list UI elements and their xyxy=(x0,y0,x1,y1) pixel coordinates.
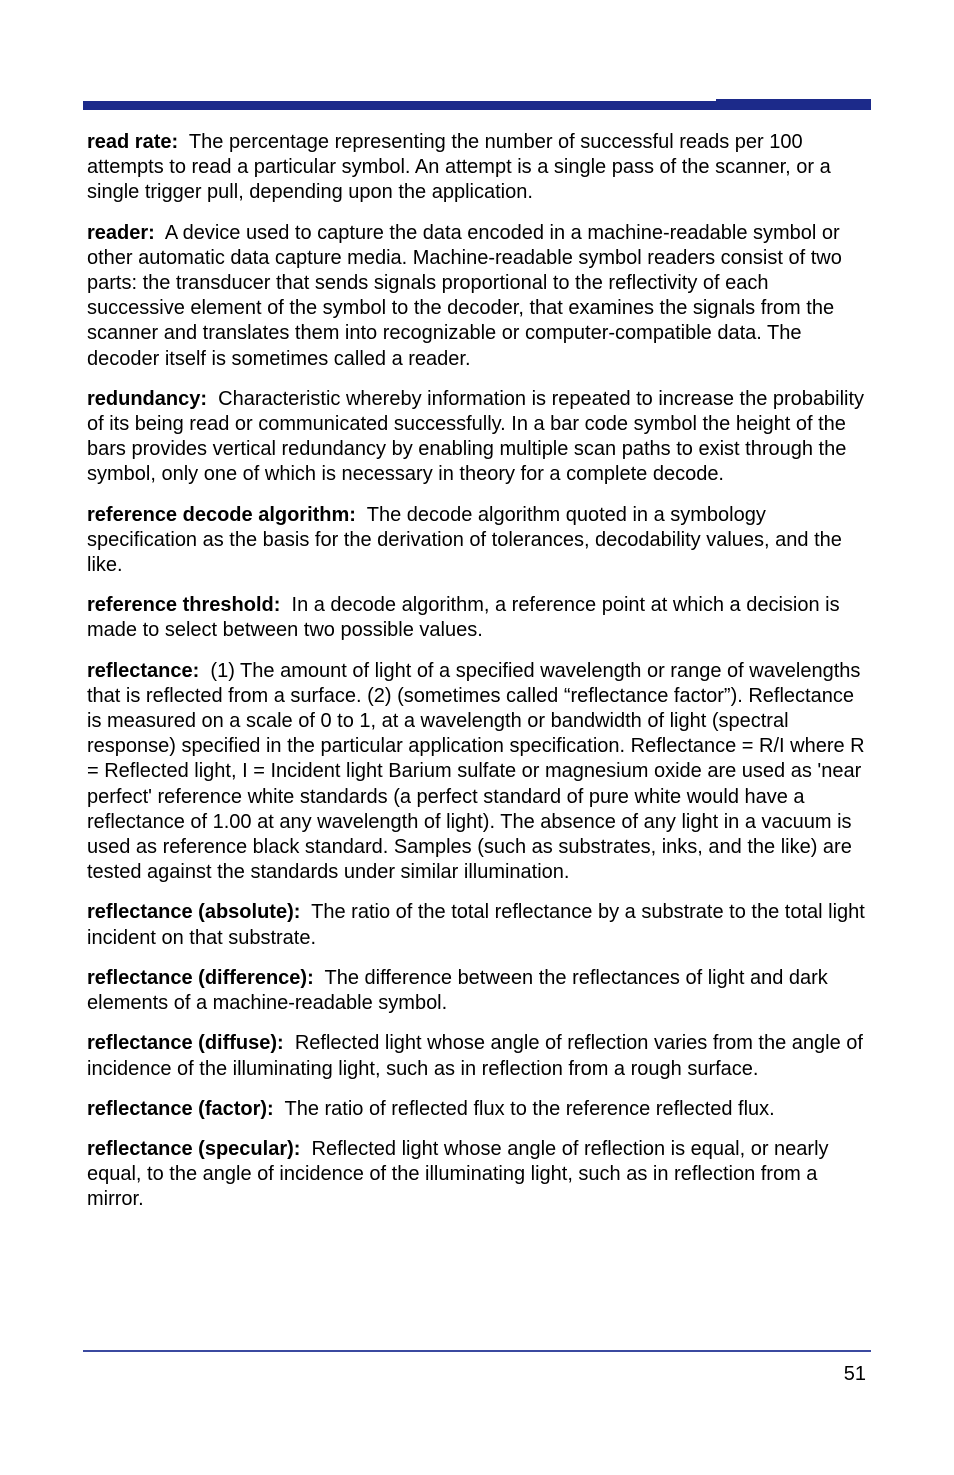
glossary-entry xyxy=(87,1137,871,1213)
glossary-entry xyxy=(87,387,871,488)
glossary-entry xyxy=(87,900,871,950)
footer-rule xyxy=(83,1350,871,1352)
glossary-term: reference decode algorithm: xyxy=(87,503,356,526)
glossary-definition: Characteristic whereby information is repeated to increase the probability of its being read or communicated successfully. In a bar code symbol the height of the bars provides vertical redundancy by enabling multiple scan paths to exist through the symbol, only one of which is necessary in theory for a complete decode. xyxy=(87,387,865,486)
glossary-term: reference threshold: xyxy=(87,594,281,617)
glossary-definition: The difference between the reflectances of light and dark elements of a machine-readable symbol. xyxy=(87,966,828,1015)
glossary-term: reflectance (diffuse): xyxy=(87,1032,284,1055)
glossary-term: redundancy: xyxy=(87,387,208,410)
glossary-definition: Reflected light whose angle of reflection is equal, or nearly equal, to the angle of incidence of the illuminating light, such as in reflection from a mirror. xyxy=(87,1137,829,1211)
glossary-term: reflectance (specular): xyxy=(87,1137,301,1160)
glossary-content xyxy=(87,130,871,1228)
glossary-term: reflectance (difference): xyxy=(87,966,314,989)
glossary-entry xyxy=(87,966,871,1016)
glossary-definition: (1) The amount of light of a specified wavelength or range of wavelengths that is reflected from a surface. (2) (sometimes called “reflectance factor”). Reflectance is measured on a scale of 0 to 1, at a wavelength or bandwidth of light (spectral response) specified in the particular application specification. Reflectance = R/I where R = Reflected light, I = Incident light Barium sulfate or magnesium oxide are used as 'near perfect' reference white standards (a perfect standard of pure white would have a reflectance of 1.00 at any wavelength of light). The absence of any light in a vacuum is used as reference black standard. Samples (such as substrates, inks, and the like) are tested against the standards under similar illumination. xyxy=(87,659,865,884)
glossary-definition: In a decode algorithm, a reference point at which a decision is made to select between two possible values. xyxy=(87,594,840,642)
glossary-term: read rate: xyxy=(87,131,179,153)
glossary-definition: The percentage representing the number of successful reads per 100 attempts to read a particular symbol. An attempt is a single pass of the scanner, or a single trigger pull, depending upon the application. xyxy=(87,131,831,204)
glossary-entry xyxy=(87,659,871,886)
glossary-term: reflectance (factor): xyxy=(87,1097,274,1120)
glossary-term: reflectance (absolute): xyxy=(87,901,301,924)
glossary-definition: The ratio of the total reflectance by a substrate to the total light incident on that substrate. xyxy=(87,901,865,949)
glossary-entry xyxy=(87,593,871,643)
header-rule xyxy=(83,101,871,110)
glossary-definition: The ratio of reflected flux to the reference reflected flux. xyxy=(284,1097,775,1120)
glossary-definition: A device used to capture the data encoded in a machine-readable symbol or other automatic data capture media. Machine-readable symbol readers consist of two parts: the transducer that sends signals proportional to the reflectivity of each successive element of the symbol to the decoder, that examines the signals from the scanner and translates them into recognizable or computer-compatible data. The decoder itself is sometimes called a reader. xyxy=(87,221,842,370)
glossary-entry xyxy=(87,503,871,579)
page-number: 51 xyxy=(843,1363,866,1385)
glossary-term: reflectance: xyxy=(87,659,200,682)
glossary-entry xyxy=(87,1097,871,1122)
glossary-entry xyxy=(87,130,871,206)
glossary-definition: The decode algorithm quoted in a symbology specification as the basis for the derivation of tolerances, decodability values, and the like. xyxy=(87,503,842,577)
glossary-entry xyxy=(87,1031,871,1081)
glossary-term: reader: xyxy=(87,221,155,244)
glossary-definition: Reflected light whose angle of reflection varies from the angle of incidence of the illuminating light, such as in reflection from a rough surface. xyxy=(87,1032,863,1080)
glossary-entry xyxy=(87,221,871,372)
